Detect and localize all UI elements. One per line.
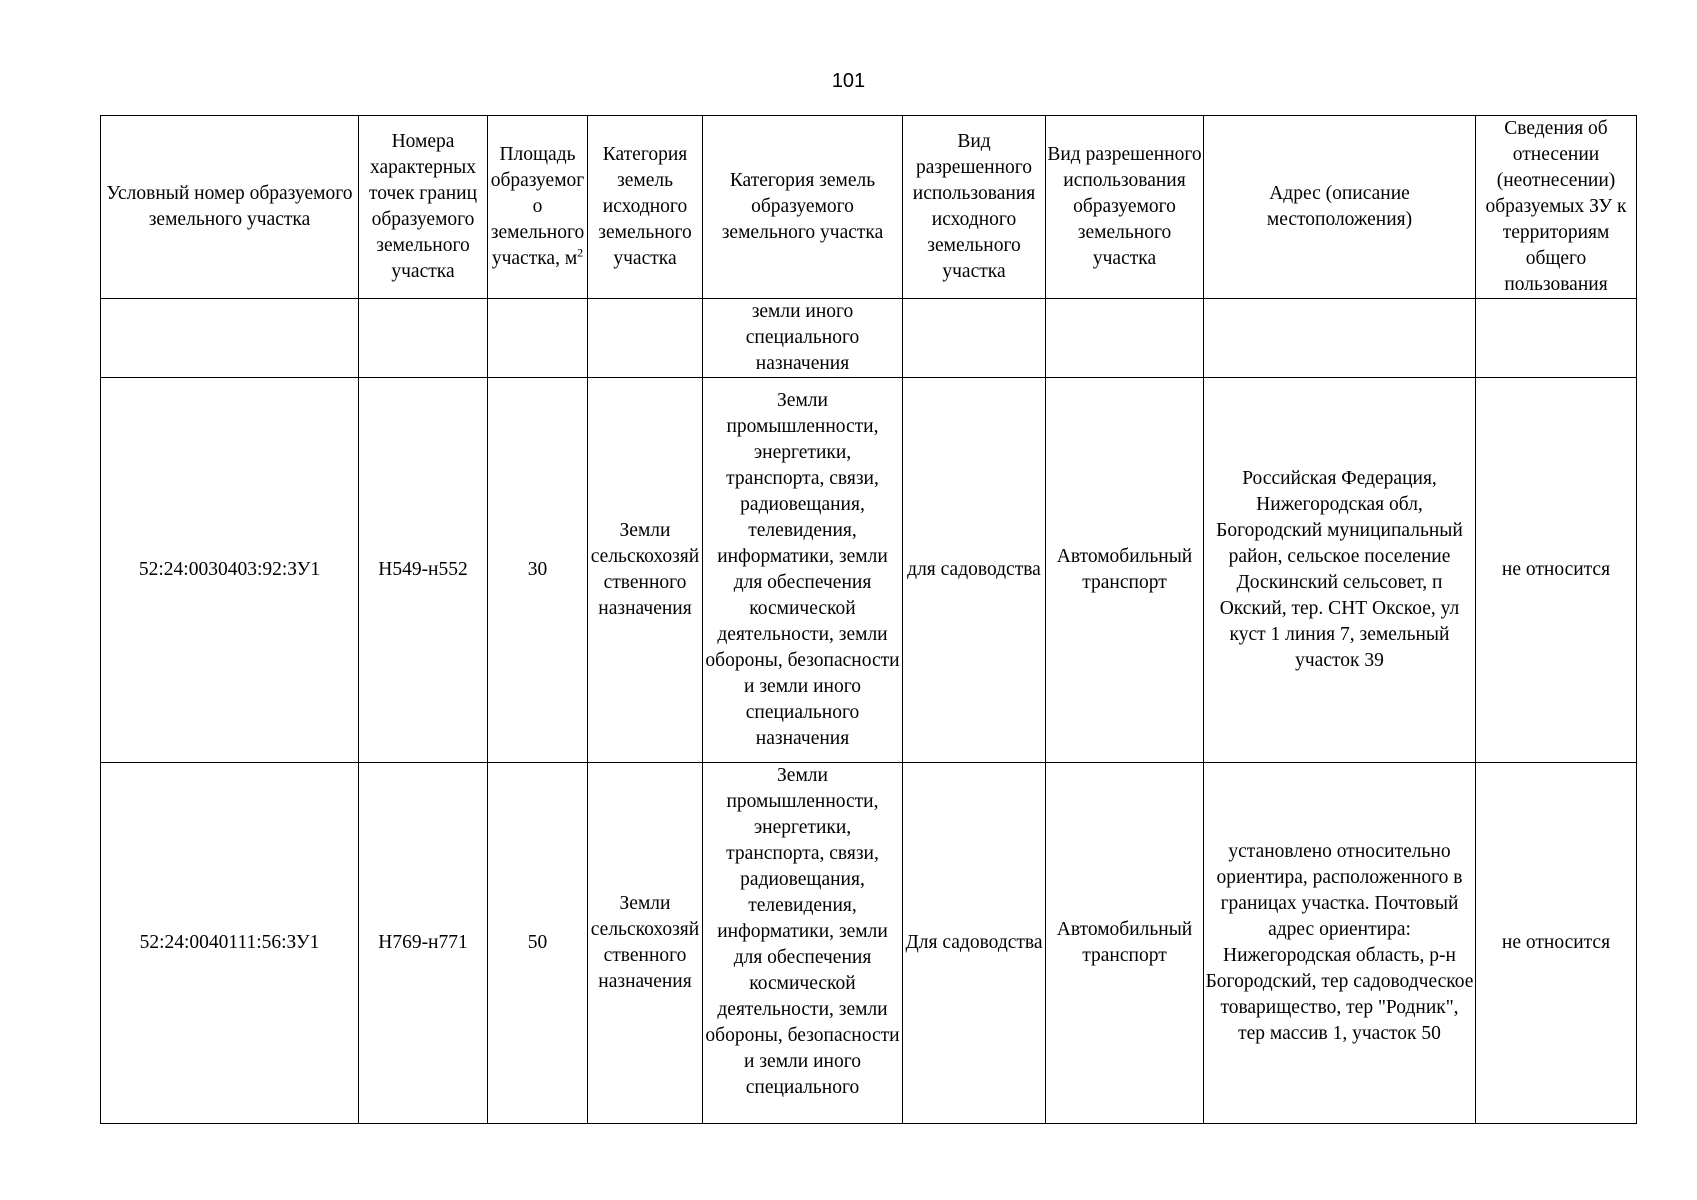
header-area — [488, 116, 588, 299]
new-permitted-use-cell: Автомобильный транспорт — [1046, 378, 1204, 763]
new-category-cell: Земли промышленности, энергетики, транспорта, связи, радиовещания, телевидения, информатики, земли для обеспечения космической деятельности, земли обороны, безопасности и земли иного специального — [703, 763, 903, 1124]
table-cell — [488, 299, 588, 378]
boundary-points-cell: Н769-н771 — [359, 763, 488, 1124]
header-new-permitted-use: Вид разрешенного использования образуемого земельного участка — [1046, 116, 1204, 299]
table-cell — [359, 299, 488, 378]
source-permitted-use-cell: Для садоводства — [903, 763, 1046, 1124]
page-number: 101 — [831, 70, 866, 92]
table-cell — [1476, 299, 1637, 378]
header-source-permitted-use: Вид разрешенного использования исходного земельного участка — [903, 116, 1046, 299]
plot-number-cell: 52:24:0040111:56:ЗУ1 — [101, 763, 359, 1124]
source-category-cell: Земли сельскохозяйственного назначения — [588, 378, 703, 763]
address-cell: Российская Федерация, Нижегородская обл, Богородский муниципальный район, сельское поселение Доскинский сельсовет, п Окский, тер. СНТ Окское, ул куст 1 линия 7, земельный участок 39 — [1204, 378, 1476, 763]
land-plots-table — [100, 115, 1637, 1124]
common-use-cell: не относится — [1476, 378, 1637, 763]
table-cell — [1046, 299, 1204, 378]
header-address: Адрес (описание местоположения) — [1204, 116, 1476, 299]
table-row-continuation — [101, 299, 1637, 378]
table-cell — [903, 299, 1046, 378]
plot-number-cell: 52:24:0030403:92:ЗУ1 — [101, 378, 359, 763]
area-cell: 50 — [488, 763, 588, 1124]
table-row — [101, 378, 1637, 763]
header-source-category: Категория земель исходного земельного участка — [588, 116, 703, 299]
header-plot-number: Условный номер образуемого земельного участка — [101, 116, 359, 299]
new-permitted-use-cell: Автомобильный транспорт — [1046, 763, 1204, 1124]
source-category-cell: Земли сельскохозяйственного назначения — [588, 763, 703, 1124]
header-area-unit-superscript: 2 — [577, 245, 584, 260]
header-new-category: Категория земель образуемого земельного участка — [703, 116, 903, 299]
source-permitted-use-cell: для садоводства — [903, 378, 1046, 763]
continuation-category-cell: земли иного специального назначения — [703, 299, 903, 378]
area-cell: 30 — [488, 378, 588, 763]
new-category-cell: Земли промышленности, энергетики, транспорта, связи, радиовещания, телевидения, информатики, земли для обеспечения космической деятельности, земли обороны, безопасности и земли иного специального назначения — [703, 378, 903, 763]
table-header-row — [101, 116, 1637, 299]
header-common-use: Сведения об отнесении (неотнесении) образуемых ЗУ к территориям общего пользования — [1476, 116, 1637, 299]
table-cell — [101, 299, 359, 378]
common-use-cell: не относится — [1476, 763, 1637, 1124]
table-cell — [588, 299, 703, 378]
boundary-points-cell: Н549-н552 — [359, 378, 488, 763]
header-boundary-points: Номера характерных точек границ образуемого земельного участка — [359, 116, 488, 299]
header-area-label: Площадь образуемого земельного участка, м — [490, 144, 585, 269]
table-cell — [1204, 299, 1476, 378]
address-cell: установлено относительно ориентира, расположенного в границах участка. Почтовый адрес ориентира: Нижегородская область, р-н Богородский, тер садоводческое товарищество, тер "Родник", тер массив 1, участок 50 — [1204, 763, 1476, 1124]
table-row — [101, 763, 1637, 1124]
